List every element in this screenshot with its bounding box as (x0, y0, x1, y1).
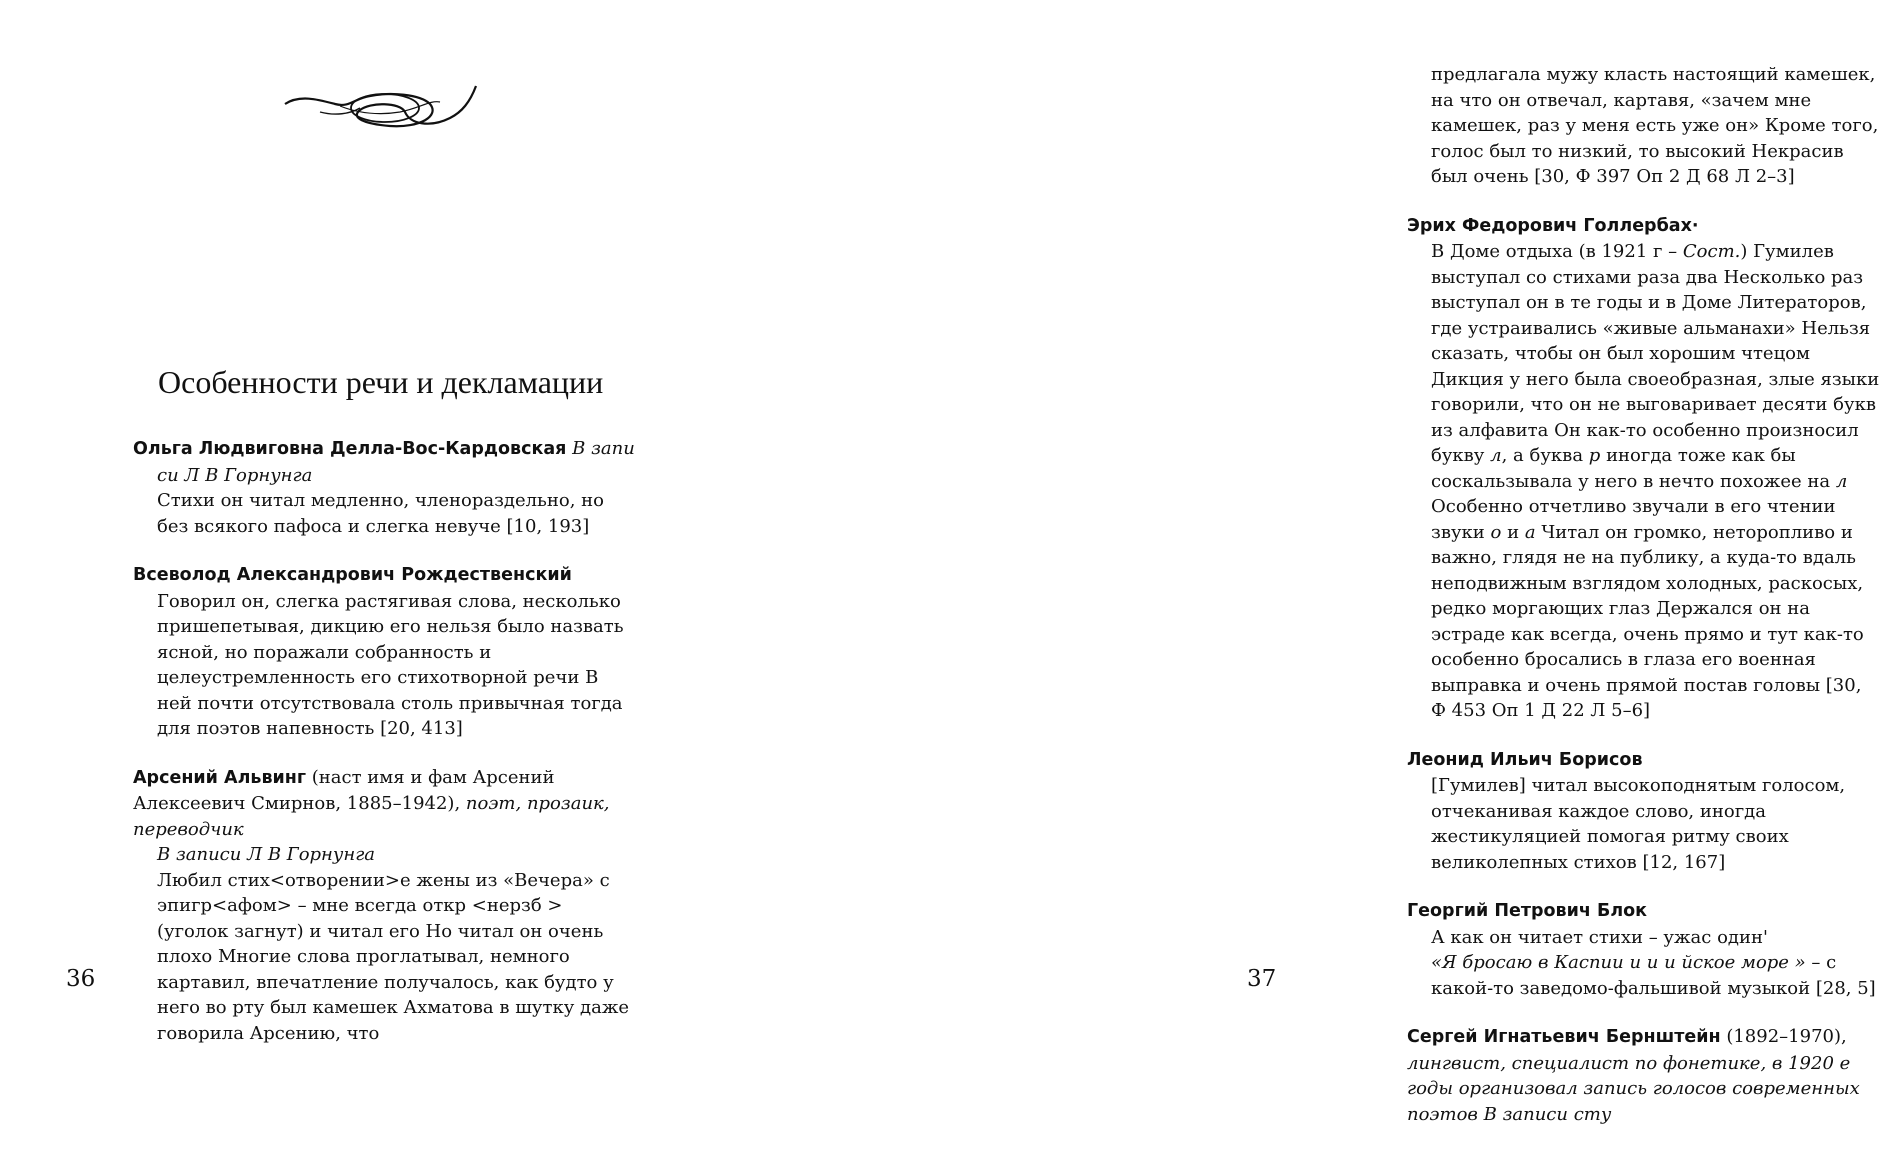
entry-della-vos-kardovskaya (133, 436, 635, 539)
author-bio: (1892–1970), (1726, 1026, 1847, 1047)
entry-alving (133, 765, 635, 1047)
left-page (0, 0, 673, 1080)
page-number: 36 (66, 966, 96, 992)
author-name: Эрих Федорович Голлербах· (1407, 215, 1699, 236)
entry-bernstein (1407, 1024, 1881, 1127)
source-note-cont: си Л В Горнунга (157, 464, 313, 486)
flourish-ornament-icon (280, 72, 480, 142)
continuation-text (1407, 62, 1881, 190)
entry-text: Стихи он читал медленно, членораздельно, но без всякого пафоса и слегка невуче [10, 193] (157, 490, 604, 537)
entry-blok (1407, 898, 1881, 1001)
right-text-column (1407, 62, 1881, 1150)
right-page (673, 0, 1880, 1125)
source-note: В записи Л В Горнунга (157, 844, 376, 865)
left-text-column (133, 436, 635, 1069)
chapter-title: Особенности речи и декламации (158, 364, 604, 400)
entry-text: предлагала мужу класть настоящий камешек, на что он отвечал, картавя, «зачем мне камешек, раз у меня есть уже он» Кроме того, голос был то низкий, то высокий Некрасив был очень [30, Ф 397 Оп 2 Д 68 Л 2–3] (1431, 64, 1879, 187)
author-name: Георгий Петрович Блок (1407, 901, 1648, 921)
entry-text: А как он читает стихи – ужас один' «Я бросаю в Каспии и и и йское море » – с какой-то заведомо-фальшивой музыкой [28, 5] (1431, 926, 1876, 999)
entry-borisov (1407, 747, 1881, 876)
entry-text: В Доме отдыха (в 1921 г – Сост.) Гумилев выступал со стихами раза два Несколько раз выступал он в те годы и в Доме Литераторов, где устраивались «живые альманахи» Нельзя сказать, чтобы он был хорошим чтецом Дикция у него была своеобразная, злые языки говорили, что он не выговаривает десяти букв из алфавита Он как-то особенно произносил букву л, а буква р иногда тоже как бы соскальзывала у него в нечто похожее на л Особенно отчетливо звучали в его чтении звуки о и а Читал он громко, неторопливо и важно, глядя не на публику, а куда-то вдаль неподвижным взглядом холодных, раскосых, редко моргающих глаз Держался он на эстраде как всегда, очень прямо и тут как-то особенно бросались в глаза его военная выправка и очень прямой постав головы [30, Ф 453 Оп 1 Д 22 Л 5–6] (1431, 241, 1880, 721)
author-name: Всеволод Александрович Рождественский (133, 565, 572, 585)
author-name: Сергей Игнатьевич Бернштейн (1407, 1027, 1721, 1047)
author-name: Леонид Ильич Борисов (1407, 749, 1643, 770)
source-note: В запи (572, 438, 635, 459)
entry-text: Говорил он, слегка растягивая слова, несколько пришепетывая, дикцию его нельзя было назвать ясной, но поражали собранность и целеустремленность его стихотворной речи В ней почти отсутствовала столь привычная тогда для поэтов напевность [20, 413] (157, 590, 624, 739)
entry-text: [Гумилев] читал высокоподнятым голосом, отчеканивая каждое слово, иногда жестикуляцией помогая ритму своих великолепных стихов [12, 167] (1431, 775, 1846, 873)
author-profession: поэт, прозаик, переводчик (133, 793, 610, 840)
author-name: Ольга Людвиговна Делла-Вос-Кардовская (133, 439, 567, 459)
entry-gollerbakh (1407, 213, 1881, 724)
entry-rozhdestvensky (133, 562, 635, 742)
page-number: 37 (1247, 966, 1277, 992)
author-bio: (наст имя и фам Арсений Алексеевич Смирнов, 1885–1942), (133, 766, 555, 814)
author-name: Арсений Альвинг (133, 767, 307, 788)
author-profession: лингвист, специалист по фонетике, в 1920 е годы организовал запись голосов современных поэтов В записи сту (1407, 1052, 1860, 1125)
entry-text: Любил стих<отворении>е жены из «Вечера» с эпигр<афом> – мне всегда откр <нерзб > (уголок загнут) и читал его Но читал он очень плохо Многие слова проглатывал, немного картавил, впечатление получалось, как будто у него во рту был камешек Ахматова в шутку даже говорила Арсению, что (157, 869, 630, 1044)
